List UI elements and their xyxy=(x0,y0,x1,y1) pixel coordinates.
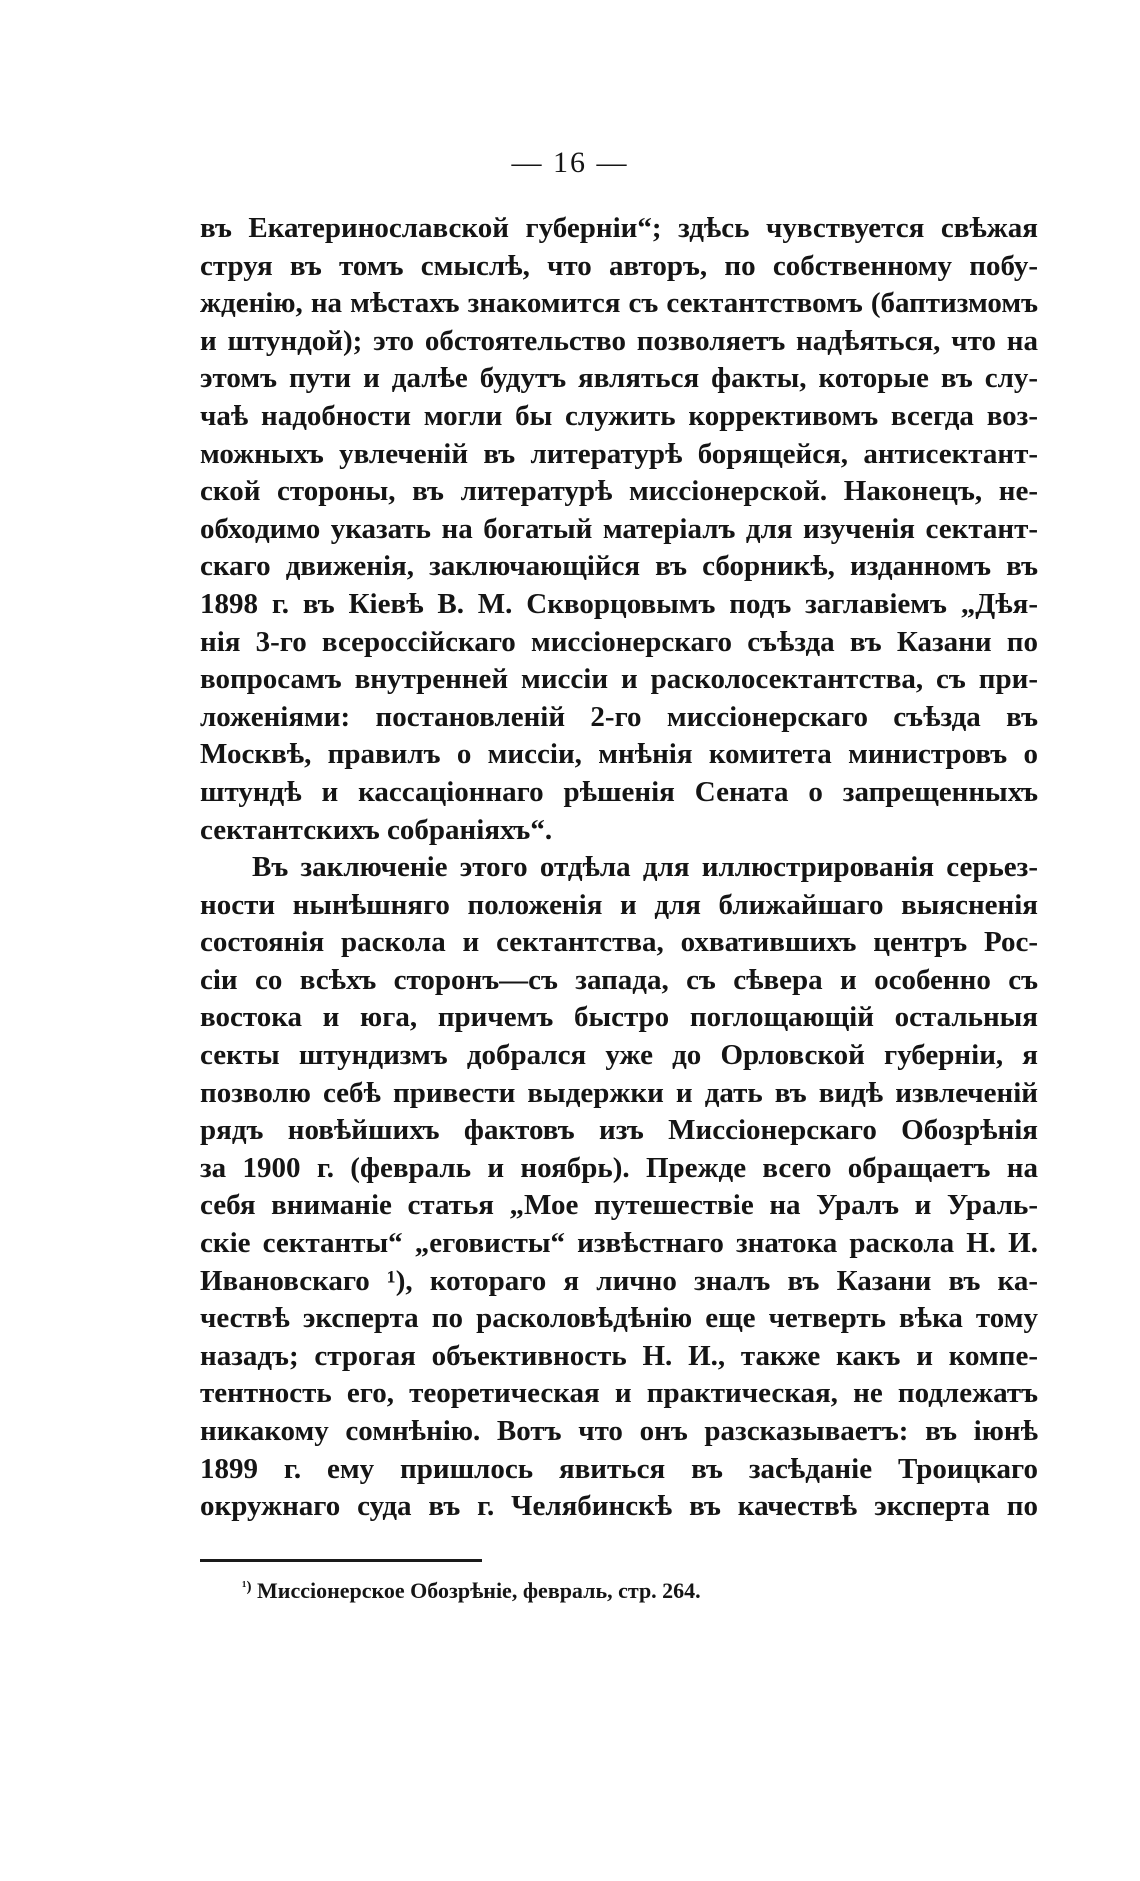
footnote xyxy=(242,1578,701,1604)
text-line: нія 3-го всероссійскаго миссіонерскаго съѣзда въ Казани по xyxy=(200,625,1038,658)
page-number: — 16 — xyxy=(511,146,629,179)
text-line: струя въ томъ смыслѣ, что авторъ, по собственному побу- xyxy=(200,249,1038,282)
text-line: позволю себѣ привести выдержки и дать въ видѣ извлеченій xyxy=(200,1076,1038,1109)
text-line: вопросамъ внутренней миссіи и расколосектантства, съ при- xyxy=(200,663,1038,696)
text-line: окружнаго суда въ г. Челябинскѣ въ качествѣ эксперта по xyxy=(200,1490,1038,1523)
text-line: никакому сомнѣнію. Вотъ что онъ разсказываетъ: въ іюнѣ xyxy=(200,1415,1038,1447)
text-line: этомъ пути и далѣе будутъ являться факты, которые въ слу- xyxy=(200,362,1038,395)
text-line: ложеніями: постановленій 2-го миссіонерскаго съѣзда въ xyxy=(200,700,1038,733)
text-line: 1898 г. въ Кіевѣ В. М. Скворцовымъ подъ заглавіемъ „Дѣя- xyxy=(200,587,1038,620)
text-line: скіе сектанты“ „еговисты“ извѣстнаго знатока раскола Н. И. xyxy=(200,1227,1038,1260)
paragraph-end-line: сектантскихъ собраніяхъ“. xyxy=(200,813,553,846)
text-line: чаѣ надобности могли бы служить коррективомъ всегда воз- xyxy=(200,399,1038,432)
text-line: ности нынѣшняго положенія и для ближайшаго выясненія xyxy=(200,888,1038,921)
text-line: 1899 г. ему пришлось явиться въ засѣданіе Троицкаго xyxy=(200,1452,1038,1485)
text-line: секты штундизмъ добрался уже до Орловской губерніи, я xyxy=(200,1039,1038,1072)
text-line: за 1900 г. (февраль и ноябрь). Прежде всего обращаетъ на xyxy=(200,1151,1038,1184)
text-line: Ивановскаго ¹), котораго я лично зналъ въ Казани въ ка- xyxy=(200,1264,1038,1297)
text-line: Москвѣ, правилъ о миссіи, мнѣнія комитета министровъ о xyxy=(200,738,1038,771)
text-line: можныхъ увлеченій въ литературѣ борящейся, антисектант- xyxy=(200,437,1038,470)
text-line: назадъ; строгая объективность Н. И., также какъ и компе- xyxy=(200,1339,1038,1372)
text-line: жденію, на мѣстахъ знакомится съ сектантствомъ (баптизмомъ xyxy=(200,287,1038,320)
text-line: и штундой); это обстоятельство позволяетъ надѣяться, что на xyxy=(200,324,1038,357)
text-line: состоянія раскола и сектантства, охватившихъ центръ Рос- xyxy=(200,926,1038,959)
paragraph-first-line: Въ заключеніе этого отдѣла для иллюстрированія серьез- xyxy=(252,851,1038,884)
text-line: обходимо указать на богатый матеріалъ для изученія сектант- xyxy=(200,512,1038,545)
text-line: скаго движенія, заключающійся въ сборникѣ, изданномъ въ xyxy=(200,550,1038,583)
footnote-marker: ¹) xyxy=(242,1579,252,1595)
text-line: востока и юга, причемъ быстро поглощающій остальныя xyxy=(200,1001,1038,1034)
footnote-text: Миссіонерское Обозрѣніе, февраль, стр. 264. xyxy=(257,1578,701,1603)
footnote-divider xyxy=(200,1559,482,1562)
body-text xyxy=(200,210,1038,1526)
text-line: себя вниманіе статья „Мое путешествіе на Уралъ и Ураль- xyxy=(200,1189,1038,1222)
text-line: чествѣ эксперта по расколовѣдѣнію еще четверть вѣка тому xyxy=(200,1302,1038,1335)
text-line: тентность его, теоретическая и практическая, не подлежатъ xyxy=(200,1377,1038,1410)
text-line: ской стороны, въ литературѣ миссіонерской. Наконецъ, не- xyxy=(200,475,1038,508)
text-line: сіи со всѣхъ сторонъ—съ запада, съ сѣвера и особенно съ xyxy=(200,963,1038,996)
text-line: въ Екатеринославской губерніи“; здѣсь чувствуется свѣжая xyxy=(200,212,1038,244)
text-line: штундѣ и кассаціоннаго рѣшенія Сената о запрещенныхъ xyxy=(200,775,1038,808)
text-line: рядъ новѣйшихъ фактовъ изъ Миссіонерскаго Обозрѣнія xyxy=(200,1114,1038,1147)
